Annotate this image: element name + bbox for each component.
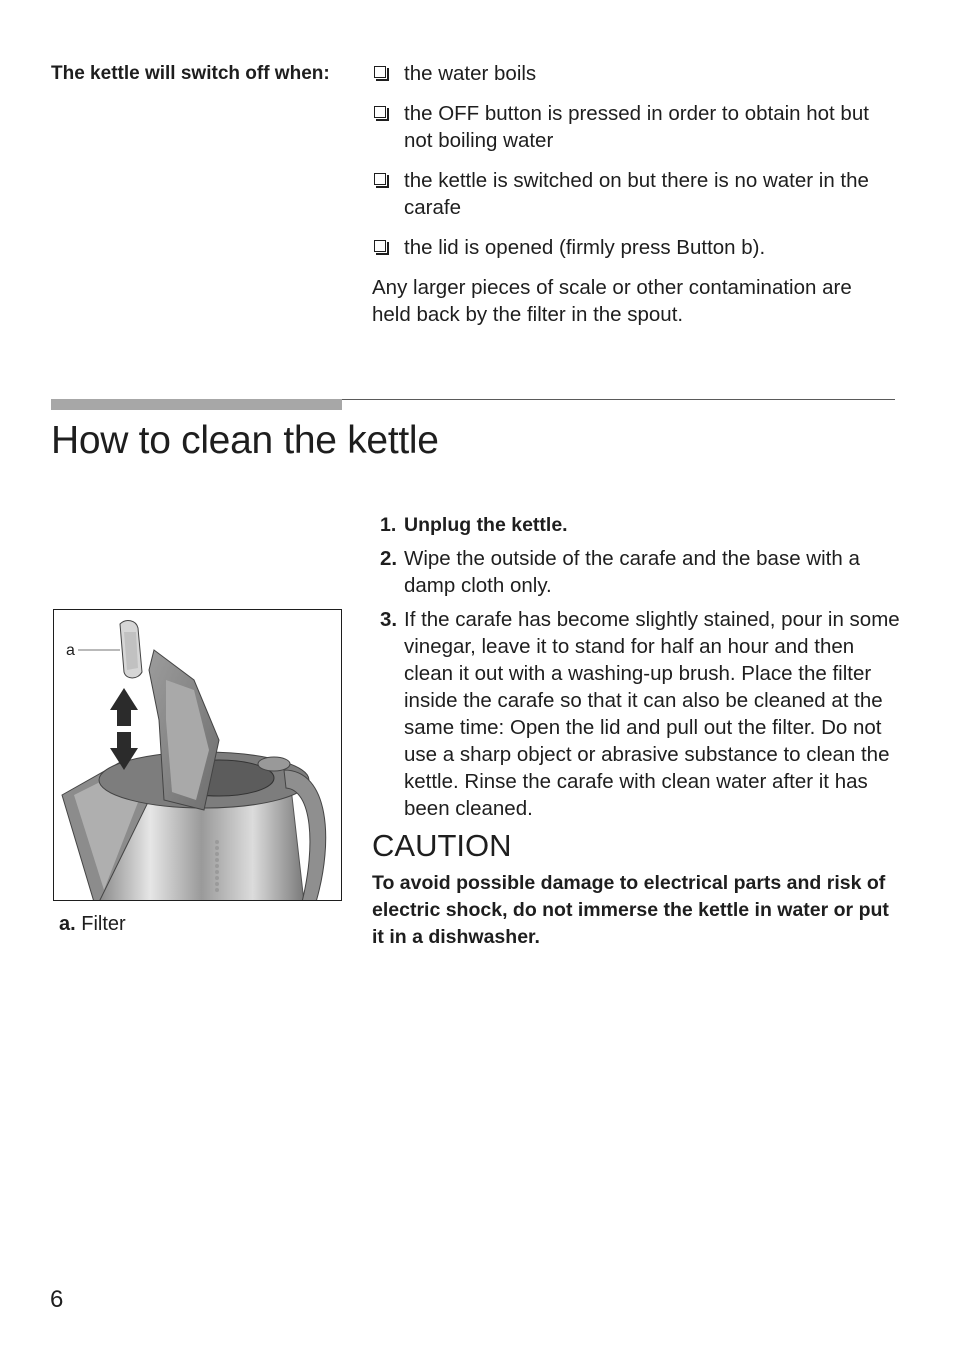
list-item: the water boils [372, 60, 892, 87]
page-number: 6 [50, 1286, 64, 1313]
kettle-drawing [54, 610, 342, 901]
cleaning-steps [372, 512, 902, 829]
checkbox-bullet-icon [374, 240, 386, 252]
checkbox-bullet-icon [374, 66, 386, 78]
checkbox-bullet-icon [374, 106, 386, 118]
list-item: 3. If the carafe has become slightly stained, pour in some vinegar, leave it to stand for half an hour and then clean it out with a washing-up brush. Place the filter inside the carafe so that it can also be cleaned at the same time: Open the lid and pull out the filter. Do not use a sharp object or abrasive substance to clean the kettle. Rinse the carafe with clean water after it has been cleaned. [380, 608, 900, 820]
caution-text: To avoid possible damage to electrical parts and risk of electric shock, do not immerse the kettle in water or put it in a dishwasher. [372, 872, 889, 948]
list-item: the lid is opened (firmly press Button b). [372, 234, 892, 261]
list-item: the OFF button is pressed in order to obtain hot but not boiling water [372, 100, 892, 154]
section-rule-accent [51, 399, 342, 410]
section-rule [342, 399, 895, 400]
filter-note: Any larger pieces of scale or other contamination are held back by the filter in the spout. [372, 276, 852, 326]
list-item: the kettle is switched on but there is no water in the carafe [372, 167, 892, 221]
callout-label: a [66, 642, 75, 659]
caution-title: CAUTION [372, 828, 512, 863]
checkbox-bullet-icon [374, 173, 386, 185]
list-item: 2. Wipe the outside of the carafe and the base with a damp cloth only. [380, 547, 860, 597]
switch-off-label: The kettle will switch off when: [51, 63, 330, 84]
figure-caption: a. Filter [59, 913, 126, 935]
switch-off-list [372, 60, 892, 274]
section-title: How to clean the kettle [51, 419, 439, 462]
kettle-illustration [53, 609, 342, 901]
list-item: 1. Unplug the kettle. [380, 514, 568, 536]
